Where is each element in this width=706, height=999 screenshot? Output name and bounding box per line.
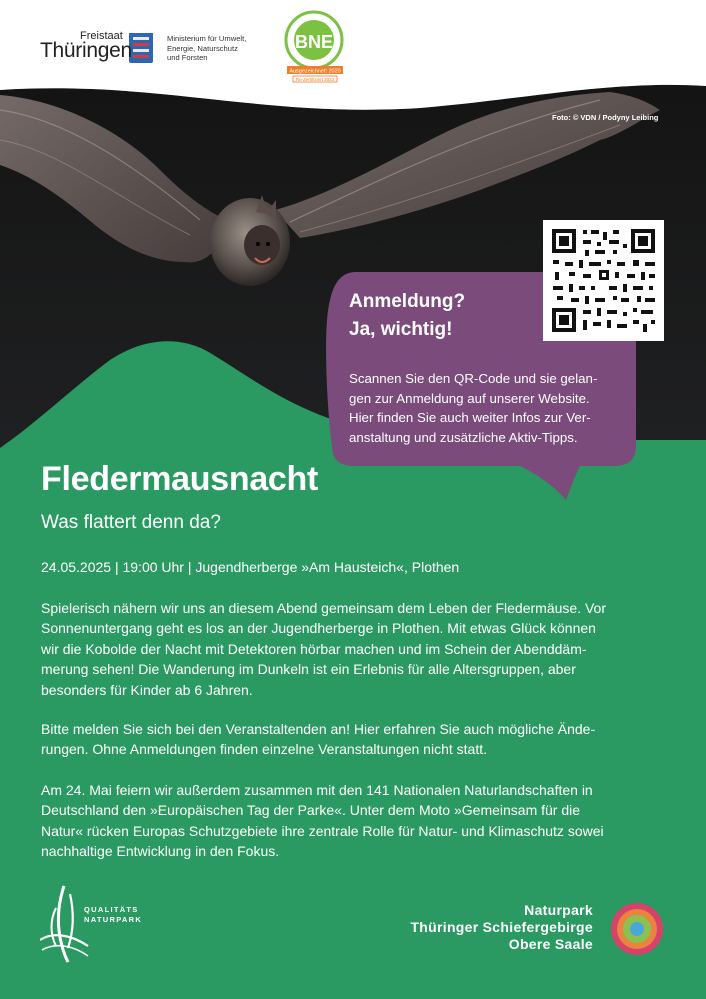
thueringen-coat-of-arms-icon xyxy=(129,33,153,63)
registration-text: Scannen Sie den QR-Code und sie gelan- gen zur Anmeldung auf unserer Website. Hier finden Sie auch weiter Infos zur Ver- anstaltung und zusätzliche Aktiv-Tipps. xyxy=(349,371,598,445)
svg-text:Re-Zertifiziert 2023: Re-Zertifiziert 2023 xyxy=(295,77,335,82)
naturpark-name: Naturpark Thüringer Schiefergebirge Obere Saale xyxy=(410,902,593,952)
description-paragraph-3: Am 24. Mai feiern wir außerdem zusammen mit den 141 Nationalen Naturlandschaften in Deutschland den »Europäischen Tag der Parke«. Unter dem Moto »Gemeinsam für die Natur« rücken Europas Schutzgebiete ihre zentrale Rolle für Natur- und Klimaschutz sowei nachhaltige Entwicklung in den Fokus. xyxy=(41,782,604,860)
state-label: Thüringen xyxy=(40,39,132,62)
bat-head xyxy=(244,225,280,265)
event-date-location: 24.05.2025 | 19:00 Uhr | Jugendherberge »Am Hausteich«, Plothen xyxy=(41,559,460,575)
description-paragraph-1: Spielerisch nähern wir uns an diesem Abend gemeinsam dem Leben der Fledermäuse. Vor Sonnenuntergang geht es los an der Jugendherberge in Plothen. Mit etwas Glück können wir die Kobolde der Nacht mit Detektoren hörbar machen und im Schein der Abenddäm- merung sehen! Die Wanderung im Dunkeln ist ein Erlebnis für alle Altersgruppen, aber besonders für Kinder ab 6 Jahren. xyxy=(41,600,606,698)
registration-qr-code[interactable] xyxy=(543,220,664,341)
ministry-label: Ministerium für Umwelt, Energie, Naturschutz und Forsten xyxy=(167,34,247,62)
event-title: Fledermausnacht xyxy=(41,460,319,498)
description-paragraph-2: Bitte melden Sie sich bei den Veranstaltenden an! Hier erfahren Sie auch mögliche Ände- rungen. Ohne Anmeldungen finden einzelne Veranstaltungen nicht statt. xyxy=(41,721,596,758)
svg-text:Ausgezeichnet! 2020: Ausgezeichnet! 2020 xyxy=(289,68,341,75)
qualitaets-naturpark-label: QUALITÄTS NATURPARK xyxy=(84,905,143,924)
event-subtitle: Was flattert denn da? xyxy=(41,512,221,533)
state-label-small: Freistaat xyxy=(80,30,123,42)
svg-text:BNE: BNE xyxy=(294,32,334,52)
photo-credit: Foto: © VDN / Podyny Leibing xyxy=(552,113,659,122)
naturpark-circle-logo-icon xyxy=(610,902,664,956)
registration-title: Anmeldung? Ja, wichtig! xyxy=(349,291,466,340)
bne-logo xyxy=(286,12,343,82)
qualitaets-naturpark-logo-icon xyxy=(40,884,90,964)
